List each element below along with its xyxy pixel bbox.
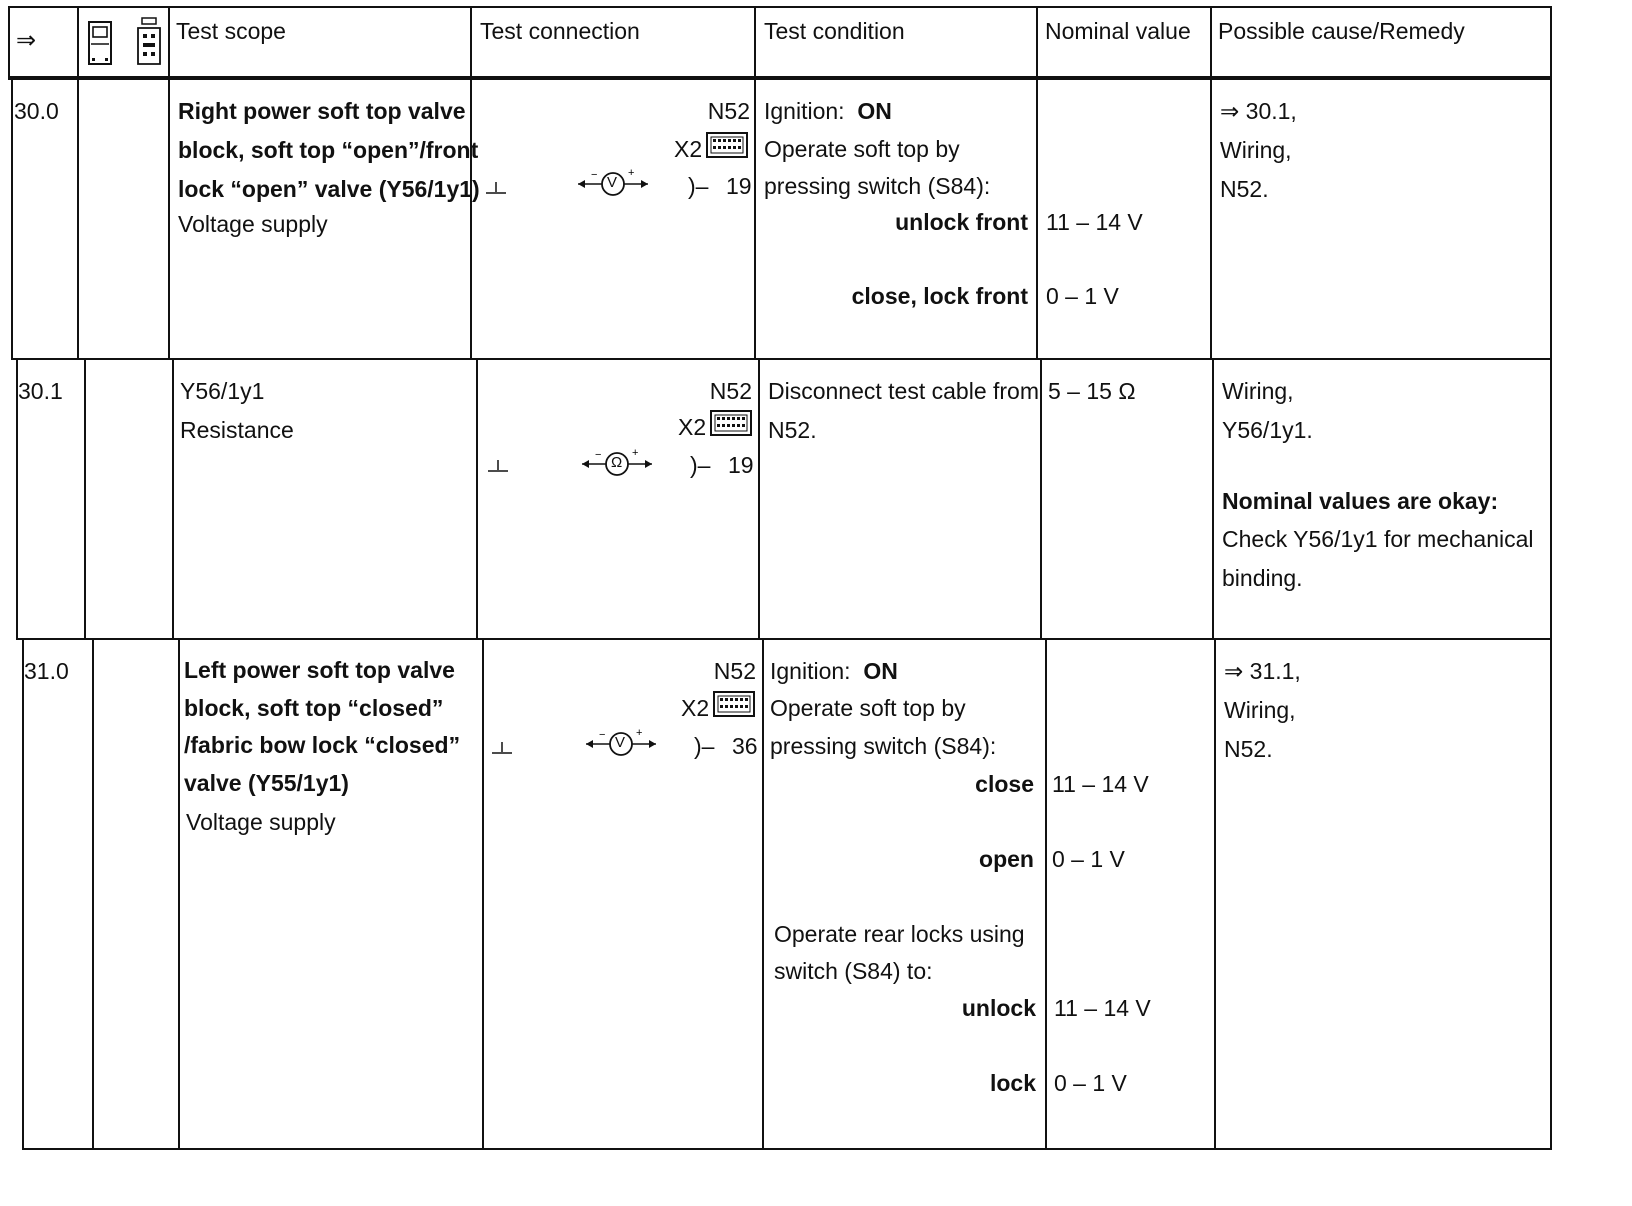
nominal-value: 11 – 14 V [1046, 209, 1143, 235]
component-label: N52 [713, 658, 756, 684]
table-border-right [1550, 6, 1552, 1150]
header-test-connection: Test connection [480, 18, 640, 44]
condition-ignition: Ignition: ON [770, 658, 898, 684]
svg-text:+: + [632, 447, 639, 459]
remedy-note-title: Nominal values are okay: [1222, 488, 1499, 514]
col-divider [84, 360, 86, 640]
col-divider [1210, 6, 1212, 360]
col-divider [758, 360, 760, 640]
connector-icon [713, 691, 755, 719]
step-number: 30.0 [14, 98, 59, 124]
header-test-condition: Test condition [764, 18, 905, 44]
condition-line: switch (S84) to: [774, 958, 933, 984]
col-divider [762, 640, 764, 1150]
col-divider [476, 360, 478, 640]
col-divider [754, 6, 756, 360]
plug-adapter-icon [134, 16, 164, 68]
condition-text: Disconnect test cable from N52. [768, 378, 1040, 443]
pin-socket-symbol: )– [690, 452, 711, 478]
pin-number: 36 [732, 733, 758, 759]
ground-icon [484, 180, 508, 196]
ground-icon [486, 458, 510, 474]
meter-symbol: V [607, 174, 618, 191]
header-remedy: Possible cause/Remedy [1218, 18, 1465, 44]
svg-text:−: − [595, 449, 602, 461]
connector-label: X2 [678, 414, 707, 440]
pin-number: 19 [726, 173, 752, 199]
handheld-tester-icon [86, 20, 114, 66]
col-divider [1040, 360, 1042, 640]
header-test-scope: Test scope [176, 18, 286, 44]
svg-text:−: − [599, 729, 606, 741]
condition-line: Operate soft top by [770, 695, 966, 721]
svg-text:−: − [591, 169, 598, 181]
step-number: 30.1 [18, 378, 63, 404]
col-divider [1214, 640, 1216, 1150]
connector-label: X2 [674, 136, 703, 162]
condition-state: lock [989, 1070, 1036, 1096]
meter-symbol: Ω [611, 454, 623, 471]
remedy-text: Wiring, Y56/1y1. [1222, 378, 1313, 443]
component-label: N52 [709, 378, 752, 404]
test-scope-type: Voltage supply [178, 211, 328, 237]
nominal-value: 5 – 15 Ω [1048, 378, 1136, 404]
col-divider [1212, 360, 1214, 640]
test-scope-title: Y56/1y1 Resistance [180, 378, 294, 443]
table-border-top [8, 6, 1552, 8]
condition-line: Operate rear locks using [774, 921, 1025, 947]
table-border-left [22, 640, 24, 1150]
ground-icon [490, 740, 514, 756]
table-border-left [11, 80, 13, 360]
svg-text:+: + [636, 727, 643, 739]
header-nominal-value: Nominal value [1045, 18, 1191, 44]
col-divider [172, 360, 174, 640]
col-divider [482, 640, 484, 1150]
col-divider [168, 6, 170, 360]
table-border-bottom [22, 1148, 1552, 1150]
pin-socket-symbol: )– [694, 733, 715, 759]
table-border-left [8, 6, 10, 78]
test-scope-title: Right power soft top valve block, soft top “open”/front lock “open” valve (Y56/1y1) [178, 98, 480, 202]
col-divider [77, 6, 79, 360]
condition-state: unlock front [895, 209, 1028, 235]
pin-socket-symbol: )– [688, 173, 709, 199]
col-divider [1036, 6, 1038, 360]
connector-label: X2 [681, 695, 710, 721]
row-divider [16, 638, 1552, 640]
remedy-text: ⇒ 30.1, Wiring, N52. [1220, 98, 1297, 202]
meter-symbol: V [615, 734, 626, 751]
pin-number: 19 [728, 452, 754, 478]
step-number: 31.0 [24, 658, 69, 684]
test-scope-type: Voltage supply [186, 809, 336, 835]
svg-text:+: + [628, 167, 635, 179]
nominal-value: 0 – 1 V [1052, 846, 1125, 872]
header-divider [8, 76, 1552, 80]
nominal-value: 0 – 1 V [1054, 1070, 1127, 1096]
condition-line: pressing switch (S84): [764, 173, 991, 199]
nominal-value: 11 – 14 V [1052, 771, 1149, 797]
condition-state: close [975, 771, 1034, 797]
test-scope-title: Left power soft top valve block, soft top “closed” /fabric bow lock “closed” valve (Y55/1y1) [184, 657, 461, 796]
condition-state: open [979, 846, 1034, 872]
condition-state: close, lock front [851, 283, 1028, 309]
remedy-text: ⇒ 31.1, Wiring, N52. [1224, 658, 1301, 762]
col-divider [92, 640, 94, 1150]
condition-line: Operate soft top by [764, 136, 960, 162]
col-divider [178, 640, 180, 1150]
condition-ignition: Ignition: ON [764, 98, 892, 124]
nominal-value: 0 – 1 V [1046, 283, 1119, 309]
connector-icon [710, 410, 752, 438]
remedy-note-text: Check Y56/1y1 for mechanical binding. [1222, 526, 1534, 591]
header-arrow: ⇒ [16, 27, 37, 54]
col-divider [1045, 640, 1047, 1150]
connector-icon [706, 132, 748, 160]
condition-line: pressing switch (S84): [770, 733, 997, 759]
nominal-value: 11 – 14 V [1054, 995, 1151, 1021]
row-divider [11, 358, 1552, 360]
component-label: N52 [707, 98, 750, 124]
condition-state: unlock [961, 995, 1036, 1021]
